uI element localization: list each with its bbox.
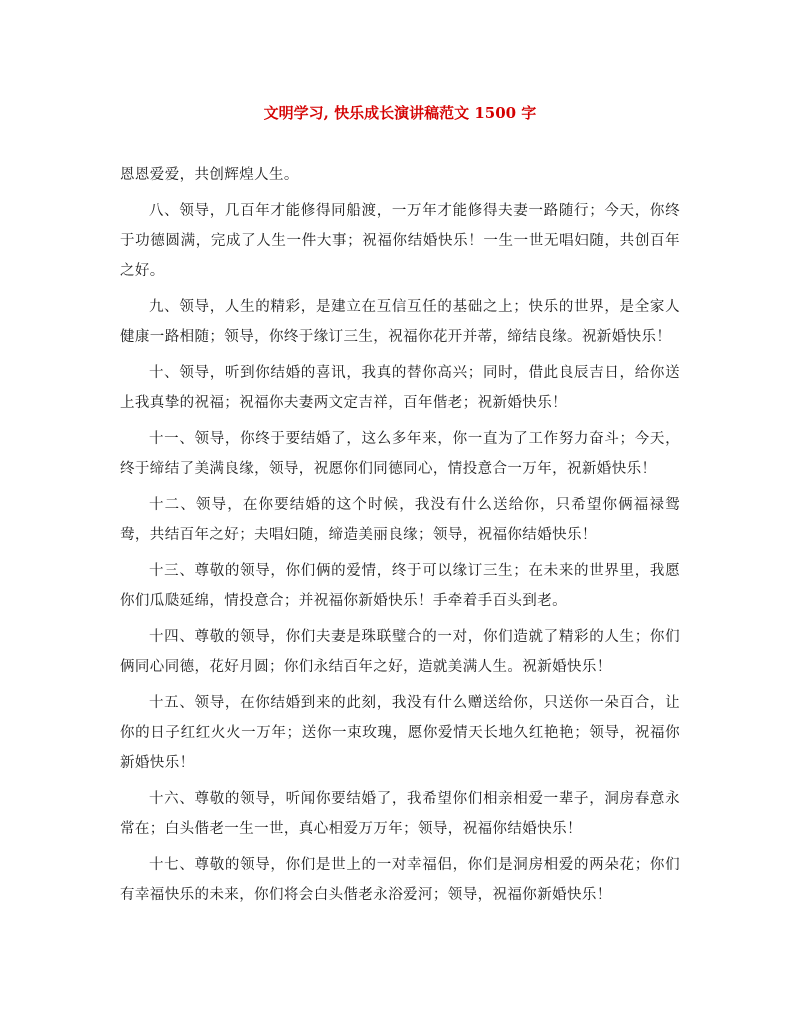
paragraph-14: 十四、尊敬的领导，你们夫妻是珠联璧合的一对，你们造就了精彩的人生；你们俩同心同德，花好月圆；你们永结百年之好，造就美满人生。祝新婚快乐！	[120, 629, 680, 675]
paragraph-13: 十三、尊敬的领导，你们俩的爱情，终于可以缘订三生；在未来的世界里，我愿你们瓜瓞延绵，情投意合；并祝福你新婚快乐！手牵着手百头到老。	[120, 563, 680, 609]
paragraph-16: 十六、尊敬的领导，听闻你要结婚了，我希望你们相亲相爱一辈子，洞房春意永常在；白头偕老一生一世，真心相爱万万年；领导，祝福你结婚快乐！	[120, 791, 680, 837]
paragraph-12: 十二、领导，在你要结婚的这个时候，我没有什么送给你，只希望你俩福禄鸳鸯，共结百年之好；夫唱妇随，缔造美丽良缘；领导，祝福你结婚快乐！	[120, 497, 680, 543]
paragraph-17: 十七、尊敬的领导，你们是世上的一对幸福侣，你们是洞房相爱的两朵花；你们有幸福快乐的未来，你们将会白头偕老永浴爱河；领导，祝福你新婚快乐！	[120, 857, 680, 903]
paragraph-9: 九、领导，人生的精彩，是建立在互信互任的基础之上；快乐的世界，是全家人健康一路相随；领导，你终于缘订三生，祝福你花开并蒂，缔结良缘。祝新婚快乐！	[120, 299, 680, 345]
paragraph-15: 十五、领导，在你结婚到来的此刻，我没有什么赠送给你，只送你一朵百合，让你的日子红红火火一万年；送你一束玫瑰，愿你爱情天长地久红艳艳；领导，祝福你新婚快乐！	[120, 695, 680, 771]
document-body	[120, 160, 680, 916]
paragraph-8: 八、领导，几百年才能修得同船渡，一万年才能修得夫妻一路随行；今天，你终于功德圆满，完成了人生一件大事；祝福你结婚快乐！一生一世无唱妇随，共创百年之好。	[120, 203, 680, 279]
paragraph-continuation: 恩恩爱爱，共创辉煌人生。	[120, 167, 299, 183]
paragraph-10: 十、领导，听到你结婚的喜讯，我真的替你高兴；同时，借此良辰吉日，给你送上我真挚的祝福；祝福你夫妻两文定吉祥，百年偕老；祝新婚快乐！	[120, 365, 680, 411]
document-title: 文明学习, 快乐成长演讲稿范文 1500 字	[263, 104, 537, 122]
paragraph-11: 十一、领导，你终于要结婚了，这么多年来，你一直为了工作努力奋斗；今天，终于缔结了美满良缘，领导，祝愿你们同德同心，情投意合一万年，祝新婚快乐！	[120, 431, 680, 477]
